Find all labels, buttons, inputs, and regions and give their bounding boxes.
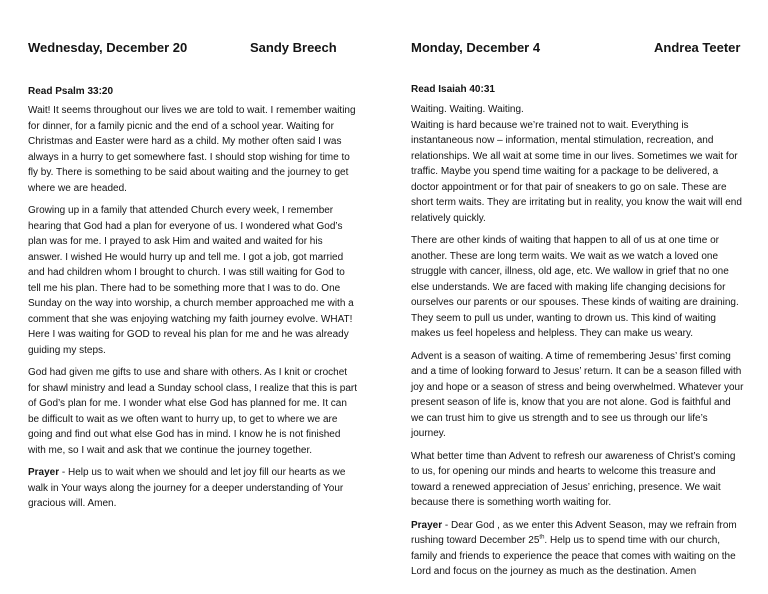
left-author-heading: Sandy Breech xyxy=(250,40,337,55)
left-devotional-body xyxy=(28,103,358,512)
right-paragraph-1: Waiting. Waiting. Waiting. xyxy=(411,104,524,115)
left-prayer-label: Prayer xyxy=(28,467,60,478)
left-date-heading: Wednesday, December 20 xyxy=(28,40,188,55)
right-author-heading: Andrea Teeter xyxy=(654,40,741,55)
right-scripture-reading: Read Isaiah 40:31 xyxy=(411,84,495,95)
left-paragraph-2: Growing up in a family that attended Church every week, I remember hearing that God had a plan for everyone of us. I wondered what God’s plan was for me. I prayed to ask Him and waited and waited for his answer. I wished He would hurry up and tell me. I got a job, got married and had children whom I brought to church. I was still waiting for God to tell me his plan. There had to be something more that I was to do. One Sunday on the way into worship, a church member approached me with a comment that she was enjoying watching my faith journey evolve. WHAT! Here I was waiting for GOD to reveal his plan for me and he was already guiding my steps. xyxy=(28,205,354,356)
left-prayer xyxy=(28,465,358,512)
right-date-heading: Monday, December 4 xyxy=(411,40,541,55)
right-paragraph-3: There are other kinds of waiting that happen to all of us at one time or another. These are long term waits. We wait as we watch a loved one struggle with cancer, illness, old age, etc. We wallow in grief that no one else understands. We are faced with making life changing decisions for ourselves our parents or our spouses. These kinds of waiting are draining. They seem to pull us under, wanting to drown us. This kind of waiting makes us feel hopeless and helpless. They can make us weary. xyxy=(411,235,739,339)
left-scripture-reading: Read Psalm 33:20 xyxy=(28,86,114,97)
left-prayer-text: - Help us to wait when we should and let joy fill our hearts as we walk in Your ways along the journey for a deeper understanding of Your gracious will. Amen. xyxy=(28,467,346,509)
right-page xyxy=(384,0,768,594)
left-paragraph-1: Wait! It seems throughout our lives we are told to wait. I remember waiting for dinner, for a family picnic and the end of a school year. Waiting for Christmas and Easter were hard as a child. My mother often said I was always in a hurry to get somewhere fast. I should stop wishing for time to fly by. There is something to be said about waiting and the journey to get where we are headed. xyxy=(28,105,356,194)
right-prayer-text-1: - Dear God , as we enter this Advent Season, may we refrain from rushing toward December 25 xyxy=(411,519,737,546)
left-paragraph-3: God had given me gifts to use and share with others. As I knit or crochet for shawl ministry and lead a Sunday school class, I realize that this is part of God’s plan for me. I wonder what else God has planned for me. It can be difficult to wait as we often want to hurry up, to get to where we are going and find out what else God has in mind. I know he is not finished with me, so I wait and ask that we continue the journey together. xyxy=(28,367,358,456)
right-prayer xyxy=(411,518,745,580)
right-prayer-text-2: . Help us to spend time with our church, family and friends to experience the peace that comes with waiting on the Lord and focus on the journey as much as the destination. Amen xyxy=(411,535,736,577)
right-paragraph-2: Waiting is hard because we’re trained not to wait. Everything is instantaneous now – information, mental stimulation, recreation, and relationships. We all wait at some time in our lives. Sometimes we wait for traffic. Maybe you spend time waiting for a package to be delivered, a doctor appointment or for that pair of sneakers to go on sale. These are short term waits. They are irritating but in reality, you know the wait will end relatively quickly. xyxy=(411,119,742,224)
right-prayer-label: Prayer xyxy=(411,519,443,531)
right-prayer-superscript: th xyxy=(539,534,545,541)
right-paragraph-4: Advent is a season of waiting. A time of remembering Jesus’ first coming and a time of looking forward to Jesus’ return. It can be a season filled with joy and hope or a season of stress and being overwhelmed. Whatever your present season of life is, know that you are not alone. God is faithful and we can trust him to give us strength and to see us through our life’s journey. xyxy=(411,350,744,439)
right-paragraph-5: What better time than Advent to refresh our awareness of Christ’s coming to us, for opening our minds and hearts to welcome this treasure and toward a renewed appreciation of Jesus’ enriching, presence. We wait because there is something worth waiting for. xyxy=(411,450,736,508)
right-devotional-body xyxy=(411,102,745,580)
